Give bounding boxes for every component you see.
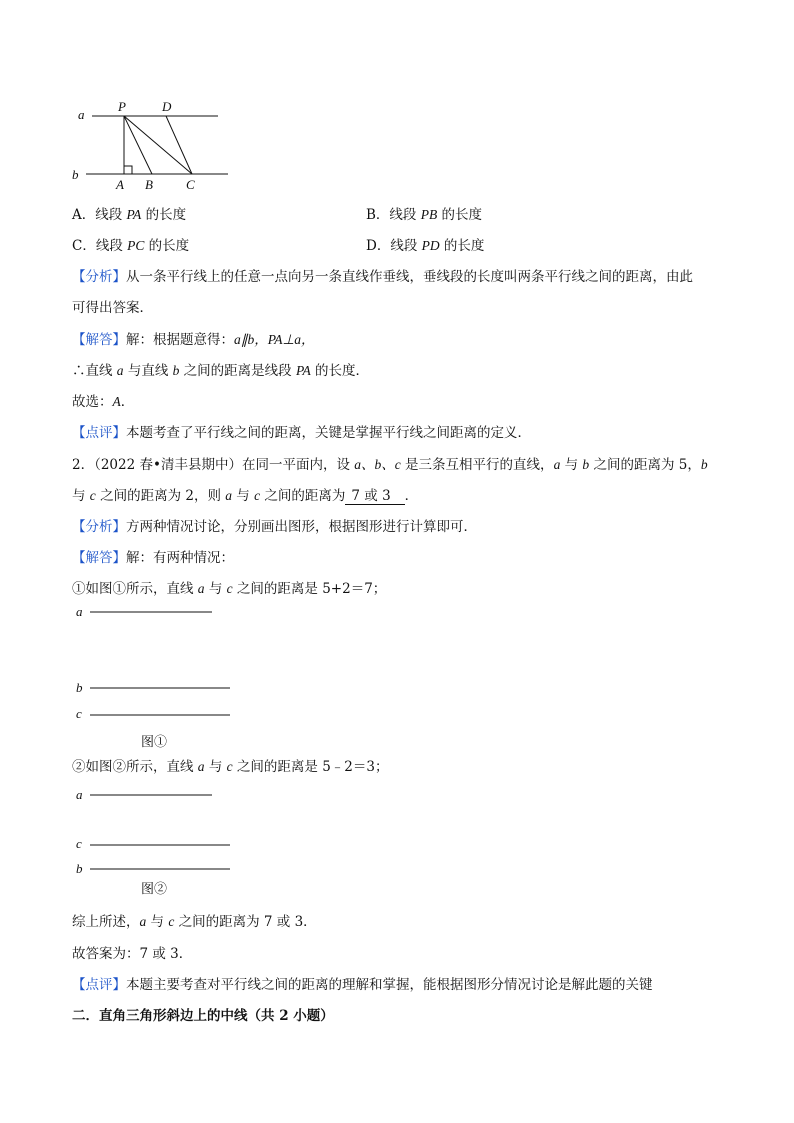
section-title: 二．直角三角形斜边上的中线（共 2 小题）: [72, 1008, 334, 1024]
q1-review: 【点评】本题考查了平行线之间的距离，关键是掌握平行线之间距离的定义．: [72, 425, 531, 441]
fig1-label-a: a: [76, 604, 83, 619]
q1-conclusion: ∴直线 a 与直线 b 之间的距离是线段 PA 的长度．: [72, 363, 370, 379]
fig1-label-b: b: [76, 680, 83, 695]
q1-solution: 【解答】解：根据题意得：a∥b，PA⊥a，: [72, 332, 315, 348]
segment-dc: [166, 116, 192, 174]
fig2-caption: 图②: [141, 882, 168, 897]
option-a: A．线段 PA 的长度: [72, 207, 187, 223]
q1-analysis: 【分析】从一条平行线上的任意一点向另一条直线作垂线，垂线段的长度叫两条平行线之间的距离，由此: [72, 269, 693, 285]
review-tag: 【点评】: [72, 425, 126, 441]
q2-review: 【点评】本题主要考查对平行线之间的距离的理解和掌握，能根据图形分情况讨论是解此题的关键: [72, 977, 653, 993]
label-point-a: A: [116, 177, 124, 192]
fig1-label-c: c: [76, 706, 82, 721]
q1-choice: 故选：A．: [72, 394, 135, 410]
q2-stem-line1: 2．（2022 春•清丰县期中）在同一平面内，设 a、b、c 是三条互相平行的直线，a 与 b 之间的距离为 5，b: [72, 457, 708, 473]
fig2-label-b: b: [76, 861, 83, 876]
answer-blank: 7 或 3: [345, 488, 404, 505]
fig1-caption: 图①: [141, 735, 168, 750]
option-b: B．线段 PB 的长度: [366, 207, 483, 223]
q1-analysis-cont: 可得出答案．: [72, 300, 153, 316]
analysis-tag: 【分析】: [72, 269, 126, 285]
option-c: C．线段 PC 的长度: [72, 238, 190, 254]
label-p: P: [118, 99, 126, 114]
q2-stem-line2: 与 c 之间的距离为 2，则 a 与 c 之间的距离为 7 或 3 ．: [72, 488, 419, 504]
label-b: b: [72, 167, 79, 182]
q2-case1: ①如图①所示，直线 a 与 c 之间的距离是 5+2＝7；: [72, 581, 387, 597]
right-angle-mark: [124, 166, 132, 174]
label-d: D: [162, 99, 172, 114]
fig2-label-a: a: [76, 787, 83, 802]
label-point-c: C: [186, 177, 195, 192]
fig2-label-c: c: [76, 836, 82, 851]
solution-tag: 【解答】: [72, 332, 126, 348]
q2-answer: 故答案为：7 或 3．: [72, 946, 193, 962]
q2-summary: 综上所述，a 与 c 之间的距离为 7 或 3．: [72, 914, 317, 930]
label-a: a: [78, 107, 85, 122]
segment-pb: [124, 116, 152, 174]
segment-pc: [124, 116, 192, 174]
label-point-b: B: [145, 177, 153, 192]
option-d: D．线段 PD 的长度: [366, 238, 485, 254]
q2-analysis: 【分析】方两种情况讨论，分别画出图形，根据图形进行计算即可．: [72, 519, 477, 535]
q2-solution: 【解答】解：有两种情况：: [72, 550, 234, 566]
q2-case2: ②如图②所示，直线 a 与 c 之间的距离是 5﹣2＝3；: [72, 759, 389, 775]
